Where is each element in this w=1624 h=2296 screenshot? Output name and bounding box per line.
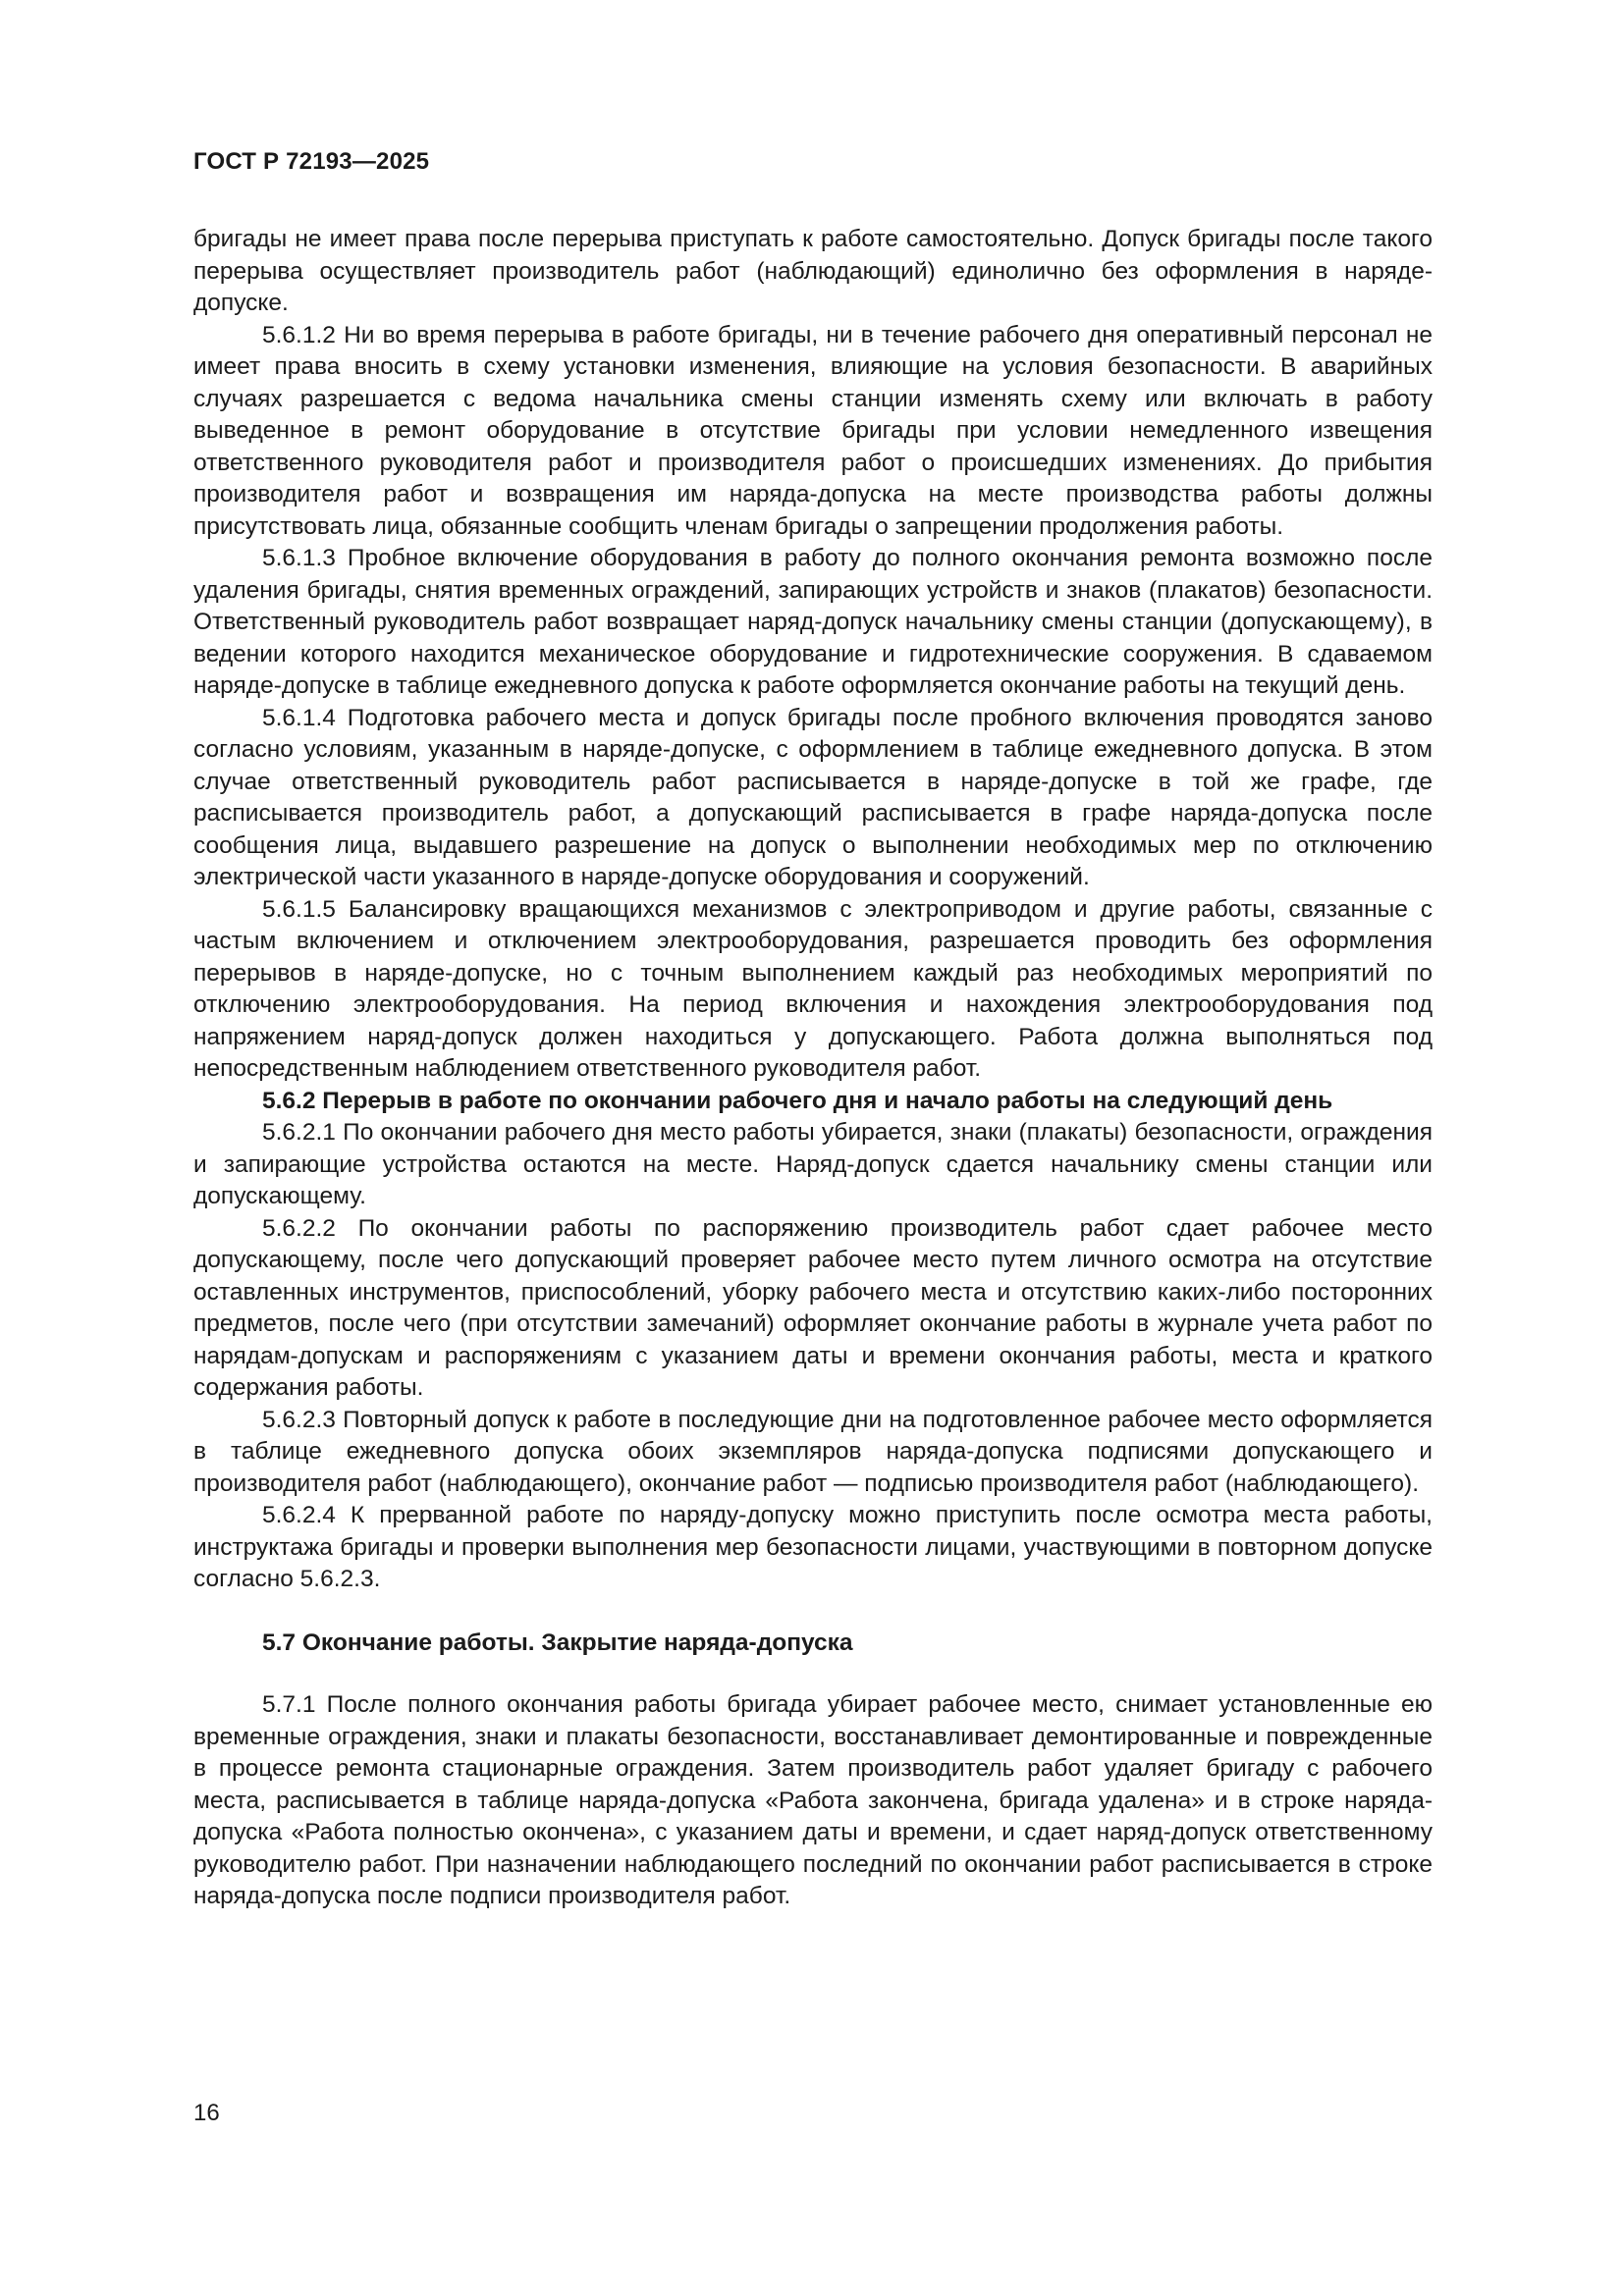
clause-5-6-1-5: 5.6.1.5 Балансировку вращающихся механизмов с электроприводом и другие работы, связанные с частым включением и отключением электрооборудования, разрешается проводить без оформления перерывов в наряде-допуске, но с точным выполнением каждый раз необходимых мероприятий по отключению электрооборудования. На период включения и нахождения электрооборудования под напряжением наряд-допуск должен находиться у допускающего. Работа должна выполняться под непосредственным наблюдением ответственного руководителя работ. — [193, 895, 1433, 1082]
page-number: 16 — [193, 2100, 220, 2126]
clause-5-6-2-4: 5.6.2.4 К прерванной работе по наряду-допуску можно приступить после осмотра места работы, инструктажа бригады и проверки выполнения мер безопасности лицами, участвующими в повторном допуске согласно 5.6.2.3. — [193, 1502, 1433, 1592]
heading-5-6-2: 5.6.2 Перерыв в работе по окончании рабочего дня и начало работы на следующий день — [262, 1087, 1333, 1114]
document-header: ГОСТ Р 72193—2025 — [193, 148, 430, 175]
clause-5-7-1: 5.7.1 После полного окончания работы бригада убирает рабочее место, снимает установленные ею временные ограждения, знаки и плакаты безопасности, восстанавливает демонтированные и поврежденные в процессе ремонта стационарные ограждения. Затем производитель работ удаляет бригаду с рабочего места, расписывается в таблице наряда-допуска «Работа закончена, бригада удалена» и в строке наряда-допуска «Работа полностью окончена», с указанием даты и времени, и сдает наряд-допуск ответственному руководителю работ. При назначении наблюдающего последний по окончании работ расписывается в строке наряда-допуска после подписи производителя работ. — [193, 1691, 1433, 1909]
clause-5-6-1-4: 5.6.1.4 Подготовка рабочего места и допуск бригады после пробного включения проводятся заново согласно условиям, указанным в наряде-допуске, с оформлением в таблице ежедневного допуска. В этом случае ответственный руководитель работ расписывается в наряде-допуске в той же графе, где расписывается производитель работ, а допускающий расписывается в графе наряда-допуска после сообщения лица, выдавшего разрешение на допуск о выполнении необходимых мер по отключению электрической части указанного в наряде-допуске оборудования и сооружений. — [193, 704, 1433, 890]
clause-5-6-1-2: 5.6.1.2 Ни во время перерыва в работе бригады, ни в течение рабочего дня оперативный персонал не имеет права вносить в схему установки изменения, влияющие на условия безопасности. В аварийных случаях разрешается с ведома начальника смены станции изменять схему или включать в работу выведенное в ремонт оборудование в отсутствие бригады при условии немедленного извещения ответственного руководителя работ и производителя работ о происшедших изменениях. До прибытия производителя работ и возвращения им наряда-допуска на месте производства работы должны присутствовать лица, обязанные сообщить членам бригады о запрещении продолжения работы. — [193, 321, 1433, 540]
clause-5-6-2-2: 5.6.2.2 По окончании работы по распоряжению производитель работ сдает рабочее место допускающему, после чего допускающий проверяет рабочее место путем личного осмотра на отсутствие оставленных инструментов, приспособлений, уборку рабочего места и отсутствию каких-либо посторонних предметов, после чего (при отсутствии замечаний) оформляет окончание работы в журнале учета работ по нарядам-допускам и распоряжениям с указанием даты и времени окончания работы, места и краткого содержания работы. — [193, 1214, 1433, 1401]
paragraph-continuation: бригады не имеет права после перерыва приступать к работе самостоятельно. Допуск бригады после такого перерыва осуществляет производитель работ (наблюдающий) единолично без оформления в наряде-допуске. — [193, 226, 1433, 316]
heading-5-7: 5.7 Окончание работы. Закрытие наряда-допуска — [262, 1629, 853, 1656]
clause-5-6-2-1: 5.6.2.1 По окончании рабочего дня место работы убирается, знаки (плакаты) безопасности, ограждения и запирающие устройства остаются на месте. Наряд-допуск сдается начальнику смены станции или допускающему. — [193, 1119, 1433, 1209]
clause-5-6-2-3: 5.6.2.3 Повторный допуск к работе в последующие дни на подготовленное рабочее место оформляется в таблице ежедневного допуска обоих экземпляров наряда-допуска подписями допускающего и производителя работ (наблюдающего), окончание работ — подписью производителя работ (наблюдающего). — [193, 1406, 1433, 1497]
document-body — [193, 224, 1433, 1913]
clause-5-6-1-3: 5.6.1.3 Пробное включение оборудования в работу до полного окончания ремонта возможно после удаления бригады, снятия временных ограждений, запирающих устройств и знаков (плакатов) безопасности. Ответственный руководитель работ возвращает наряд-допуск начальнику смены станции (допускающему), в ведении которого находится механическое оборудование и гидротехнические сооружения. В сдаваемом наряде-допуске в таблице ежедневного допуска к работе оформляется окончание работы на текущий день. — [193, 545, 1433, 699]
